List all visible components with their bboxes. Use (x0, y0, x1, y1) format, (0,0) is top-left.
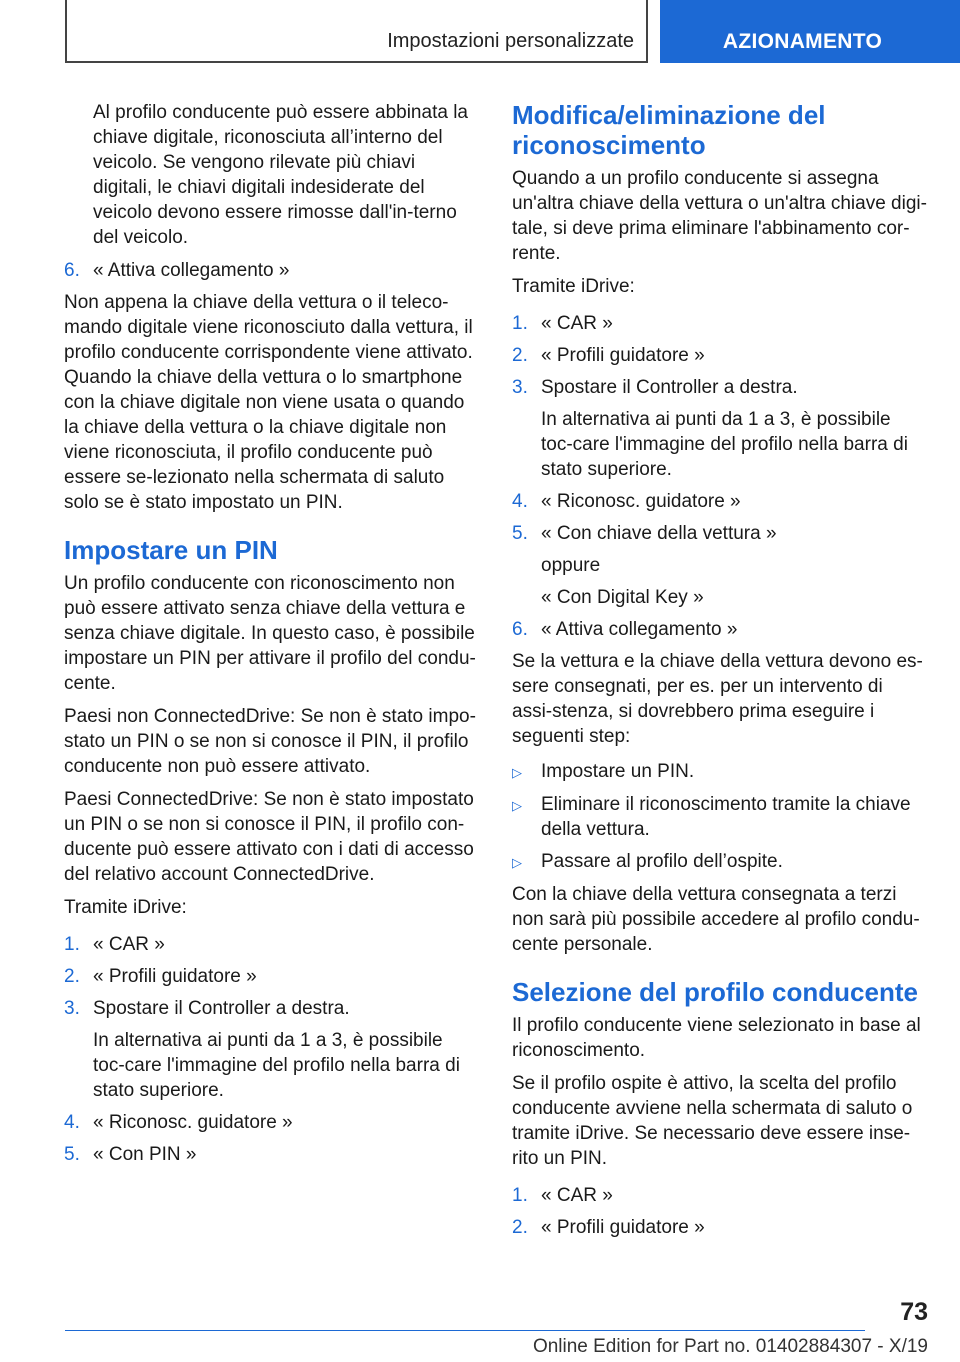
step-text: « Profili guidatore » (541, 1217, 705, 1238)
step-number: 1. (64, 934, 80, 955)
right-column (512, 100, 927, 1247)
step-number: 2. (64, 966, 80, 987)
paragraph: Paesi ConnectedDrive: Se non è stato impostato un PIN o se non si conosce il PIN, il profilo con-ducente può essere attivato con i dati di accesso del relativo account ConnectedDrive. (64, 789, 474, 885)
bullet-text: Passare al profilo dell’ospite. (541, 851, 783, 872)
list-item (512, 375, 927, 400)
step-text: « CAR » (541, 1185, 613, 1206)
left-column (64, 100, 479, 1174)
page-number: 73 (900, 1298, 928, 1326)
step-alternative-text: « Con Digital Key » (541, 587, 704, 608)
triangle-bullet-icon: ▷ (512, 765, 522, 780)
paragraph: Con la chiave della vettura consegnata a terzi non sarà più possibile accedere al profilo condu-cente personale. (512, 884, 920, 955)
step-text: « CAR » (93, 934, 165, 955)
step-number: 1. (512, 313, 528, 334)
step-number: 2. (512, 1217, 528, 1238)
edition-text: Online Edition for Part no. 01402884307 - X/19 (532, 1336, 928, 1357)
paragraph: Il profilo conducente viene selezionato in base al riconoscimento. (512, 1015, 921, 1061)
list-item (64, 996, 479, 1021)
paragraph: Non appena la chiave della vettura o il teleco-mando digitale viene riconosciuto dalla vettura, il profilo conducente corrispondente viene attivato. Quando la chiave della vettura o lo smartphone con la chiave digitale non viene usata o quando la chiave della vettura o la chiave digitale non viene riconosciuta, il profilo conducente può essere se-lezionato nella schermata di saluto solo se è stato impostato un PIN. (64, 292, 473, 513)
list-item (512, 489, 927, 514)
paragraph: Tramite iDrive: (64, 897, 187, 918)
step-text: « Con PIN » (93, 1144, 197, 1165)
section-heading: Selezione del profilo conducente (512, 977, 918, 1007)
step-text: Spostare il Controller a destra. (541, 377, 798, 398)
list-item (64, 1110, 479, 1135)
section-title: Impostazioni personalizzate (387, 30, 634, 52)
step-number: 2. (512, 345, 528, 366)
list-item (512, 343, 927, 368)
step-number: 1. (512, 1185, 528, 1206)
paragraph: Se la vettura e la chiave della vettura devono es-sere consegnati, per es. per un intervento di assi-stenza, si dovrebbero prima eseguire i seguenti step: (512, 651, 923, 747)
triangle-bullet-icon: ▷ (512, 798, 522, 813)
list-item (512, 617, 927, 642)
section-heading: Modifica/eliminazione del riconoscimento (512, 100, 826, 160)
step-text: « CAR » (541, 313, 613, 334)
header-chapter-tab (660, 0, 960, 63)
paragraph: Se il profilo ospite è attivo, la scelta del profilo conducente avviene nella schermata di saluto o tramite iDrive. Se necessario deve essere inse-rito un PIN. (512, 1073, 913, 1169)
step-number: 6. (64, 260, 80, 281)
step-number: 6. (512, 619, 528, 640)
step-text: « Profili guidatore » (541, 345, 705, 366)
section-heading: Impostare un PIN (64, 535, 278, 565)
paragraph: Un profilo conducente con riconoscimento non può essere attivato senza chiave della vettura e senza chiave digitale. In questo caso, è possibile impostare un PIN per attivare il profilo del condu-cente. (64, 573, 476, 694)
bullet-text: Impostare un PIN. (541, 761, 695, 782)
bullet-item (512, 759, 927, 785)
list-item (64, 258, 479, 283)
chapter-title: AZIONAMENTO (722, 30, 883, 53)
list-item (64, 964, 479, 989)
header-section-box (65, 0, 648, 63)
triangle-bullet-icon: ▷ (512, 855, 522, 870)
footer-divider (65, 1330, 865, 1331)
list-item (64, 932, 479, 957)
step-text: « Attiva collegamento » (93, 260, 290, 281)
step-number: 4. (512, 491, 528, 512)
step-number: 5. (512, 523, 528, 544)
bullet-item (512, 792, 927, 842)
step-number: 5. (64, 1144, 80, 1165)
step-number: 3. (512, 377, 528, 398)
step-text: « Riconosc. guidatore » (93, 1112, 293, 1133)
list-item (512, 521, 927, 546)
paragraph: Quando a un profilo conducente si assegna un'altra chiave della vettura o un'altra chiave digi-tale, si deve prima eliminare l'abbinamento cor-rente. (512, 168, 927, 264)
bullet-item (512, 849, 927, 875)
list-item (64, 1142, 479, 1167)
step-alternative-label: oppure (541, 555, 601, 576)
step-text: « Riconosc. guidatore » (541, 491, 741, 512)
step-text: Spostare il Controller a destra. (93, 998, 350, 1019)
list-item (512, 1215, 927, 1240)
step-text: « Attiva collegamento » (541, 619, 738, 640)
step-number: 4. (64, 1112, 80, 1133)
step-text: « Con chiave della vettura » (541, 523, 777, 544)
list-item (512, 311, 927, 336)
step-number: 3. (64, 998, 80, 1019)
step-note: In alternativa ai punti da 1 a 3, è possibile toc-care l'immagine del profilo nella barra di stato superiore. (541, 409, 908, 480)
list-item (512, 1183, 927, 1208)
step-note: In alternativa ai punti da 1 a 3, è possibile toc-care l'immagine del profilo nella barra di stato superiore. (93, 1030, 460, 1101)
bullet-text: Eliminare il riconoscimento tramite la chiave della vettura. (541, 794, 911, 840)
intro-paragraph: Al profilo conducente può essere abbinata la chiave digitale, riconosciuta all’interno del veicolo. Se vengono rilevate più chiavi digitali, le chiavi digitali indesiderate del veicolo devono essere rimosse dall'in-terno del veicolo. (93, 102, 468, 248)
paragraph: Paesi non ConnectedDrive: Se non è stato impo-stato un PIN o se non si conosce il PIN, il profilo conducente non può essere attivato. (64, 706, 476, 777)
paragraph: Tramite iDrive: (512, 276, 635, 297)
step-text: « Profili guidatore » (93, 966, 257, 987)
